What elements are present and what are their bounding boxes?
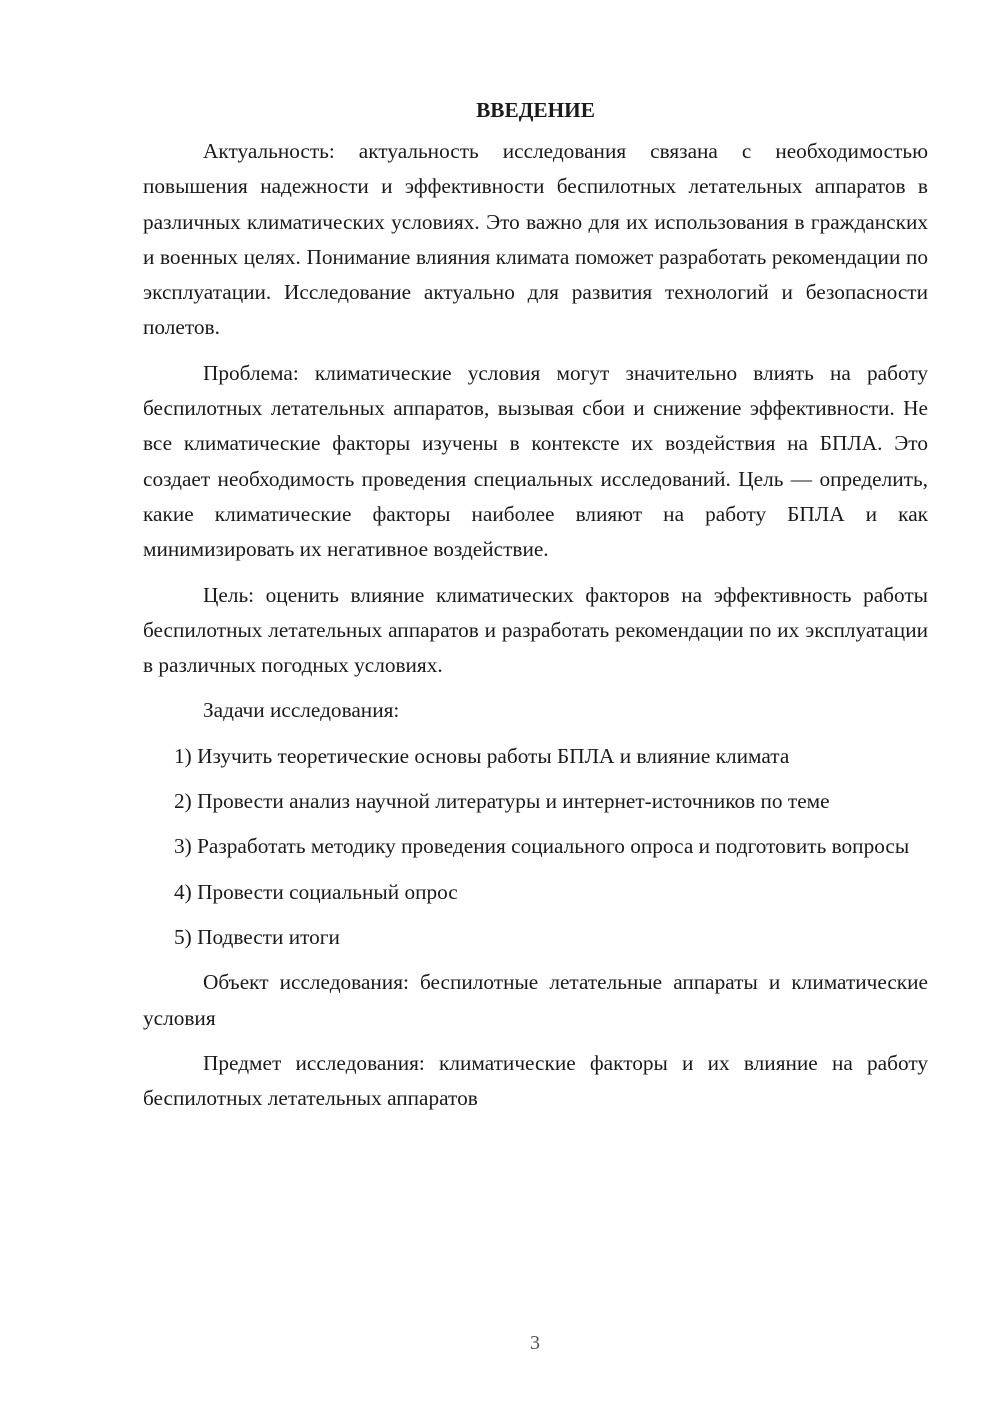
problem-paragraph: Проблема: климатические условия могут значительно влиять на работу беспилотных летательных аппаратов, вызывая сбои и снижение эффективности. Не все климатические факторы изучены в контексте их воздействия на БПЛА. Это создает необходимость проведения специальных исследований. Цель — определить, какие климатические факторы наиболее влияют на работу БПЛА и как минимизировать их негативное воздействие. xyxy=(143,360,928,562)
document-page xyxy=(143,92,928,1126)
task-item: 1) Изучить теоретические основы работы БПЛА и влияние климата xyxy=(174,743,790,768)
tasks-heading: Задачи исследования: xyxy=(203,698,400,723)
page-number: 3 xyxy=(530,1332,540,1354)
task-item: 5) Подвести итоги xyxy=(174,924,340,949)
section-title: ВВЕДЕНИЕ xyxy=(476,98,595,122)
subject-paragraph: Предмет исследования: климатические факторы и их влияние на работу беспилотных летательных аппаратов xyxy=(143,1050,928,1111)
task-item: 2) Провести анализ научной литературы и интернет-источников по теме xyxy=(174,789,830,814)
goal-paragraph: Цель: оценить влияние климатических факторов на эффективность работы беспилотных летательных аппаратов и разработать рекомендации по их эксплуатации в различных погодных условиях. xyxy=(143,582,928,678)
relevance-paragraph: Актуальность: актуальность исследования связана с необходимостью повышения надежности и эффективности беспилотных летательных аппаратов в различных климатических условиях. Это важно для их использования в гражданских и военных целях. Понимание влияния климата поможет разработать рекомендации по эксплуатации. Исследование актуально для развития технологий и безопасности полетов. xyxy=(143,139,928,340)
task-item: 4) Провести социальный опрос xyxy=(174,879,458,904)
task-item: 3) Разработать методику проведения социального опроса и подготовить вопросы xyxy=(174,834,910,859)
object-paragraph: Объект исследования: беспилотные летательные аппараты и климатические условия xyxy=(143,970,928,1030)
